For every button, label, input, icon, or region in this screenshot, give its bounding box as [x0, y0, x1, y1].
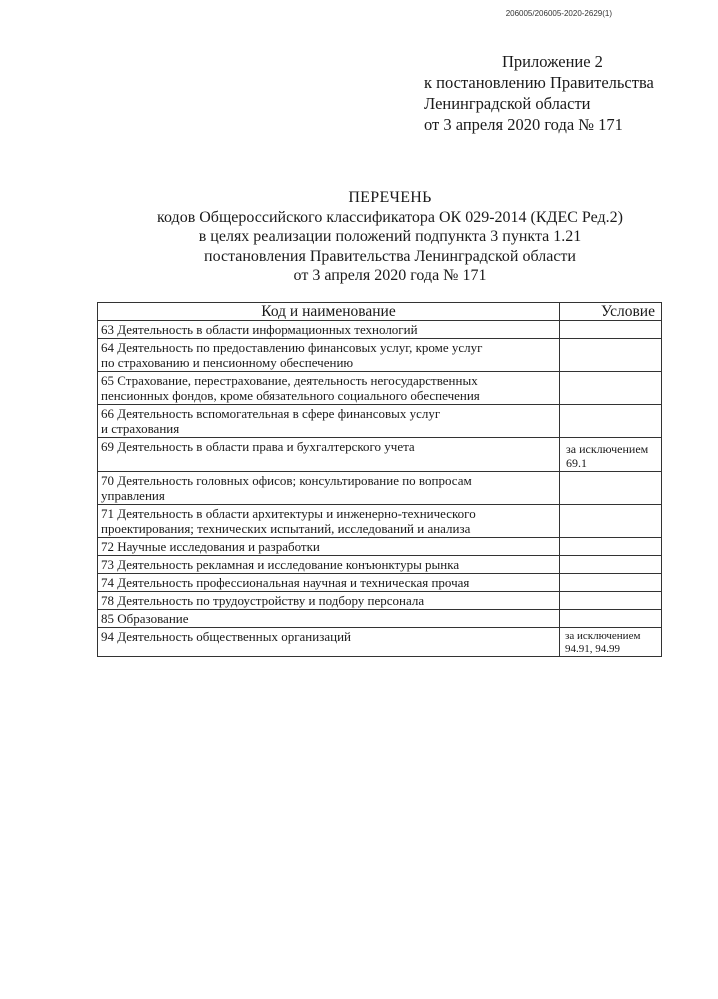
code-line: 78 Деятельность по трудоустройству и подбору персонала: [101, 593, 425, 608]
document-title: [90, 188, 690, 286]
header-code: Код и наименование: [98, 303, 560, 321]
condition-cell: [560, 321, 662, 339]
table-row: [98, 538, 662, 556]
condition-cell: [560, 610, 662, 628]
code-cell: [98, 405, 560, 438]
table-row: [98, 405, 662, 438]
table-row: [98, 574, 662, 592]
title-line-2: в целях реализации положений подпункта 3 пункта 1.21: [198, 228, 582, 245]
code-line: проектирования; технических испытаний, исследований и анализа: [101, 521, 471, 536]
code-cell: [98, 556, 560, 574]
code-line: 73 Деятельность рекламная и исследование конъюнктуры рынка: [101, 557, 460, 572]
code-line: управления: [101, 488, 165, 503]
code-cell: [98, 574, 560, 592]
table-row: [98, 628, 662, 657]
condition-cell: [560, 556, 662, 574]
table-row: [98, 472, 662, 505]
condition-cell: [560, 538, 662, 556]
title-heading: ПЕРЕЧЕНЬ: [348, 189, 432, 206]
code-line: 66 Деятельность вспомогательная в сфере финансовых услуг: [101, 406, 441, 421]
title-line-3: постановления Правительства Ленинградской области: [204, 247, 576, 265]
code-cell: [98, 372, 560, 405]
appendix-line-3: Ленинградской области: [424, 94, 591, 113]
code-line: 64 Деятельность по предоставлению финансовых услуг, кроме услуг: [101, 340, 483, 355]
condition-line: 69.1: [566, 456, 587, 470]
table-row: [98, 556, 662, 574]
code-cell: [98, 538, 560, 556]
condition-cell: [560, 574, 662, 592]
appendix-line-2: к постановлению Правительства: [424, 73, 654, 92]
code-line: 94 Деятельность общественных организаций: [101, 629, 351, 644]
document-stamp: 206005/206005-2020-2629(1): [505, 9, 612, 18]
table-header-row: [98, 303, 662, 321]
code-cell: [98, 339, 560, 372]
condition-cell: [560, 405, 662, 438]
code-line: 72 Научные исследования и разработки: [101, 539, 320, 554]
title-line-1: кодов Общероссийского классификатора ОК 029-2014 (КДЕС Ред.2): [157, 208, 623, 226]
table-row: [98, 438, 662, 472]
appendix-number: Приложение 2: [502, 52, 603, 71]
condition-line: 94.91, 94.99: [565, 642, 620, 655]
code-cell: [98, 321, 560, 339]
condition-cell: [560, 505, 662, 538]
header-condition: Условие: [560, 303, 662, 321]
code-cell: [98, 438, 560, 472]
codes-table: [97, 302, 662, 657]
condition-cell: [560, 472, 662, 505]
code-line: по страхованию и пенсионному обеспечению: [101, 355, 354, 370]
code-line: 71 Деятельность в области архитектуры и инженерно-технического: [101, 506, 476, 521]
table-row: [98, 610, 662, 628]
table-row: [98, 505, 662, 538]
code-line: 69 Деятельность в области права и бухгалтерского учета: [101, 439, 415, 454]
code-line: и страхования: [101, 421, 180, 436]
condition-line: за исключением: [565, 630, 641, 642]
table-row: [98, 372, 662, 405]
code-line: 65 Страхование, перестрахование, деятельность негосударственных: [101, 373, 478, 388]
code-cell: [98, 610, 560, 628]
code-cell: [98, 628, 560, 657]
table-row: [98, 321, 662, 339]
code-cell: [98, 472, 560, 505]
code-line: 74 Деятельность профессиональная научная и техническая прочая: [101, 575, 470, 590]
code-line: 85 Образование: [101, 611, 189, 626]
table-row: [98, 592, 662, 610]
condition-cell: [560, 438, 662, 472]
appendix-block: [424, 51, 654, 135]
code-line: 70 Деятельность головных офисов; консультирование по вопросам: [101, 473, 472, 488]
condition-line: за исключением: [566, 442, 649, 456]
appendix-line-4: от 3 апреля 2020 года № 171: [424, 115, 623, 134]
condition-cell: [560, 372, 662, 405]
code-cell: [98, 505, 560, 538]
title-line-4: от 3 апреля 2020 года № 171: [293, 267, 487, 284]
code-line: пенсионных фондов, кроме обязательного социального обеспечения: [101, 388, 480, 403]
code-cell: [98, 592, 560, 610]
table-row: [98, 339, 662, 372]
code-line: 63 Деятельность в области информационных технологий: [101, 322, 418, 337]
condition-cell: [560, 339, 662, 372]
condition-cell: [560, 592, 662, 610]
condition-cell: [560, 628, 662, 657]
